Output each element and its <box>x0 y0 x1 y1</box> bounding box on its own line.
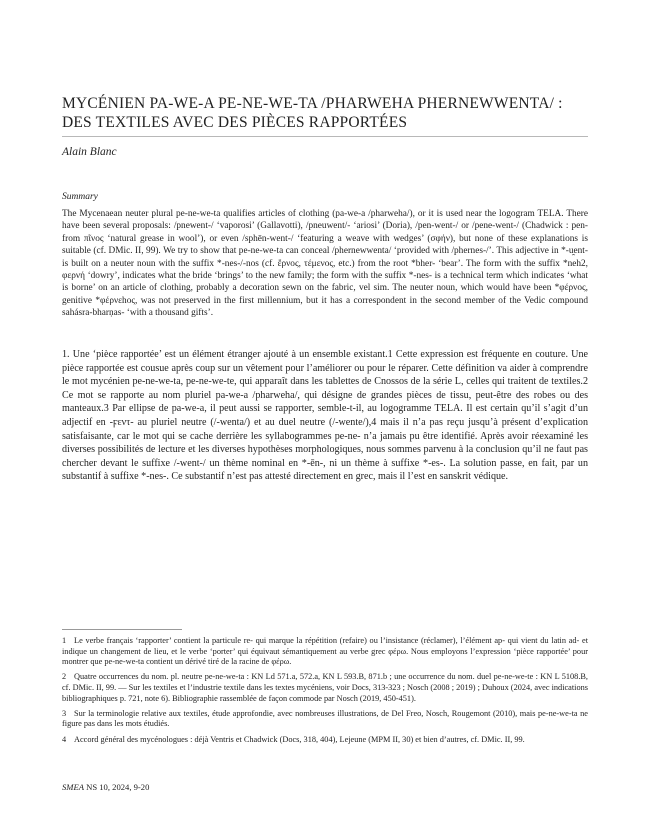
footnotes <box>62 636 588 750</box>
footnote-3 <box>62 709 588 730</box>
title-divider <box>62 136 588 137</box>
footnote-number: 2 <box>62 672 67 682</box>
footnote-number: 4 <box>62 734 67 744</box>
footnote-text: Quatre occurrences du nom. pl. neutre pe-ne-we-ta : KN Ld 571.a, 572.a, KN L 593.B, 871.b ; une occurrence du nom. duel pe-ne-we-te : KN L 5108.B, cf. DMic. II, 99. — Sur les textiles et l’industrie textile dans les textes mycéniens, voir Docs, 313-323 ; Nosch (2008 ; 2019) ; Duhoux (2024, avec indications bibliographiques p. 721, note 6). Bibliographie rassemblée de façon commode par Nosch (2019, 450-451). <box>62 672 588 703</box>
footnote-divider <box>62 629 182 630</box>
summary-text: The Mycenaean neuter plural pe-ne-we-ta qualifies articles of clothing (pa-we-a /pharweha/), or it is used near the logogram TELA. There have been several proposals: /pnewent-/ ‘vaporosi’ (Gallavotti), /pneuwent/- ‘ariosi’ (Doria), /pen-went-/ or /pene-went-/ (Chadwick : pen- from πῖνος ‘natural grease in wool’), or even /sphēn-went-/ ‘featuring a weave with wedges’ (σφήν), but none of these explanations is suitable (cf. DMic. II, 99). We try to show that pe-ne-we-ta can conceal /phernewwenta/ ‘provided with /phernes-/’. This adjective in *-u̯ent- is built on a neuter noun with the suffix *-nes-/-nos (cf. ἔρνος, τέμενος, etc.) from the root *bher- ‘bear’. The form with the suffix *neh2, φερνή ‘dowry’, indicates what the bride ‘brings’ to the new family; the form with the suffix *-nes- is a technical term which indicates ‘what is borne’ on an article of clothing, probably a decoration sewn on the fabric, vel sim. The neuter noun, which would have been *φέρνος, genitive *φέρνεhος, was not preserved in the first millennium, but it has a correspondent in the second member of the Vedic compound sahásra-bharṇas- ‘with a thousand gifts’. <box>62 209 588 319</box>
article-title <box>62 94 588 132</box>
footnote-text: Le verbe français ‘rapporter’ contient la particule re- qui marque la répétition (refaire) ou l’insistance (réclamer), l’élément ap- qui vient du latin ad- et indique un changement de lieu, et le verbe ‘porter’ qui équivaut sémantiquement au verbe grec φέρω. Nous employons l’expression ‘pièce rapportée’ pour montrer que pe-ne-we-ta contient un dérivé tiré de la racine de φέρω. <box>62 636 588 667</box>
footnote-number: 3 <box>62 708 67 718</box>
footnote-number: 1 <box>62 636 67 645</box>
journal-citation: NS 10, 2024, 9-20 <box>83 782 150 792</box>
footnote-2 <box>62 672 588 704</box>
summary-heading: Summary <box>62 192 98 202</box>
footnote-text: Sur la terminologie relative aux textiles, étude approfondie, avec nombreuses illustrations, de Del Freo, Nosch, Rougemont (2010), mais pe-ne-we-ta ne figure pas dans les mots étudiés. <box>62 708 588 729</box>
footnote-4 <box>62 735 588 746</box>
title-line-1: MYCÉNIEN PA-WE-A PE-NE-WE-TA /PHARWEHA PHERNEWWENTA/ : <box>62 95 563 112</box>
footnote-text: Accord général des mycénologues : déjà Ventris et Chadwick (Docs, 318, 404), Lejeune (MPM II, 30) et bien d’autres, cf. DMic. II, 99. <box>74 734 525 744</box>
author-name: Alain Blanc <box>62 146 117 158</box>
page-footer <box>62 782 149 792</box>
journal-name: SMEA <box>62 782 84 792</box>
title-line-2: DES TEXTILES AVEC DES PIÈCES RAPPORTÉES <box>62 114 408 131</box>
footnote-1 <box>62 636 588 668</box>
body-paragraph: 1. Une ‘pièce rapportée’ est un élément étranger ajouté à un ensemble existant.1 Cette expression est fréquente en couture. Une pièce rapportée est cousue après coup sur un vêtement pour l’améliorer ou pour le réparer. Cette définition va aider à comprendre le mot mycénien pe-ne-we-ta, pe-ne-we-te, qui apparaît dans les tablettes de Cnossos de la série L, celles qui traitent de textiles.2 Ce mot se rapporte au nom pluriel pa-we-a /pharweha/, qui désigne de grandes pièces de tissu, peut-être des robes ou des manteaux.3 Par ellipse de pa-we-a, il peut aussi se rapporter, semble-t-il, au logogramme TELA. Il est certain qu’il s’agit d’un adjectif en -ϝεντ- au pluriel neutre (/-wenta/) et au duel neutre (/-wente/),4 mais il n’a pas reçu jusqu’à présent d’explication satisfaisante, car le mot qui se cache derrière les syllabogrammes pe-ne- n’a jamais pu être identifié. Après avoir réexaminé les diverses possibilités de lecture et les diverses hypothèses morphologiques, nous sommes parvenu à la conclusion qu’il ne faut pas chercher devant le suffixe /-went-/ un thème nominal en *-ēn-, ni un thème à suffixe *-es-. La solution passe, en fait, par un substantif à suffixe *-nes-. Ce substantif n’est pas attesté directement en grec, mais il l’est en sanskrit védique. <box>62 349 588 483</box>
